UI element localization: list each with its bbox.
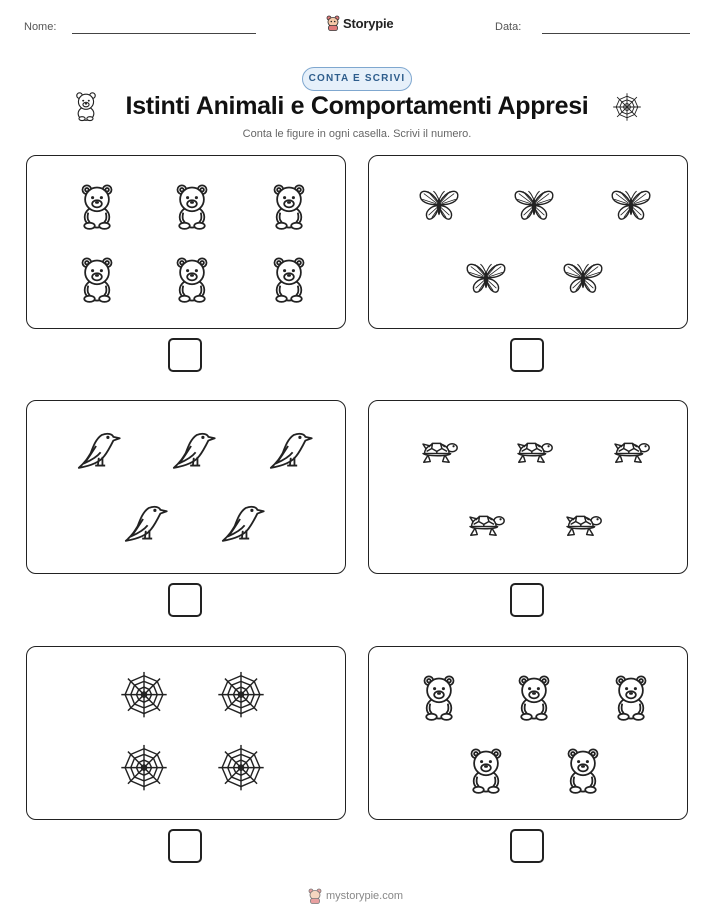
name-line <box>72 33 256 34</box>
activity-badge: CONTA E SCRIVI <box>302 67 412 91</box>
spiderweb-icon <box>118 744 170 796</box>
page-title: Istinti Animali e Comportamenti Appresi <box>125 92 589 120</box>
crow-icon <box>118 499 170 549</box>
butterfly-icon <box>460 257 512 301</box>
storypie-mascot-icon <box>326 15 340 31</box>
count-panel-3 <box>26 400 346 574</box>
bear-icon <box>464 745 508 795</box>
answer-box-1[interactable] <box>168 338 202 372</box>
count-panel-4 <box>368 400 688 574</box>
turtle-icon <box>508 431 560 471</box>
spiderweb-icon <box>612 92 642 122</box>
answer-box-5[interactable] <box>168 829 202 863</box>
date-label: Data: <box>495 21 522 33</box>
storypie-mascot-icon <box>308 888 322 904</box>
bear-icon <box>75 181 119 231</box>
brand-name: Storypie <box>343 15 394 31</box>
bear-icon <box>267 254 311 304</box>
answer-box-3[interactable] <box>168 583 202 617</box>
bear-icon <box>417 672 461 722</box>
footer-url: mystorypie.com <box>326 890 404 902</box>
name-label: Nome: <box>24 21 57 33</box>
crow-icon <box>166 426 218 476</box>
answer-box-4[interactable] <box>510 583 544 617</box>
butterfly-icon <box>413 184 465 228</box>
count-panel-2 <box>368 155 688 329</box>
crow-icon <box>215 499 267 549</box>
bear-icon <box>267 181 311 231</box>
bear-icon <box>609 672 653 722</box>
crow-icon <box>263 426 315 476</box>
spiderweb-icon <box>215 744 267 796</box>
butterfly-icon <box>605 184 657 228</box>
brand-logo <box>326 12 393 34</box>
turtle-icon <box>557 504 609 544</box>
turtle-icon <box>605 431 657 471</box>
bear-icon <box>75 254 119 304</box>
worksheet-header <box>0 0 714 40</box>
footer <box>308 885 403 907</box>
crow-icon <box>71 426 123 476</box>
bear-icon <box>170 181 214 231</box>
butterfly-icon <box>557 257 609 301</box>
spiderweb-icon <box>118 671 170 723</box>
turtle-icon <box>413 431 465 471</box>
count-panel-5 <box>26 646 346 820</box>
bear-icon <box>512 672 556 722</box>
bear-icon <box>170 254 214 304</box>
date-line <box>542 33 690 34</box>
bear-icon <box>561 745 605 795</box>
butterfly-icon <box>508 184 560 228</box>
instructions: Conta le figure in ogni casella. Scrivi il numero. <box>242 128 472 140</box>
answer-box-6[interactable] <box>510 829 544 863</box>
count-panel-6 <box>368 646 688 820</box>
answer-box-2[interactable] <box>510 338 544 372</box>
spiderweb-icon <box>215 671 267 723</box>
count-panel-1 <box>26 155 346 329</box>
turtle-icon <box>460 504 512 544</box>
